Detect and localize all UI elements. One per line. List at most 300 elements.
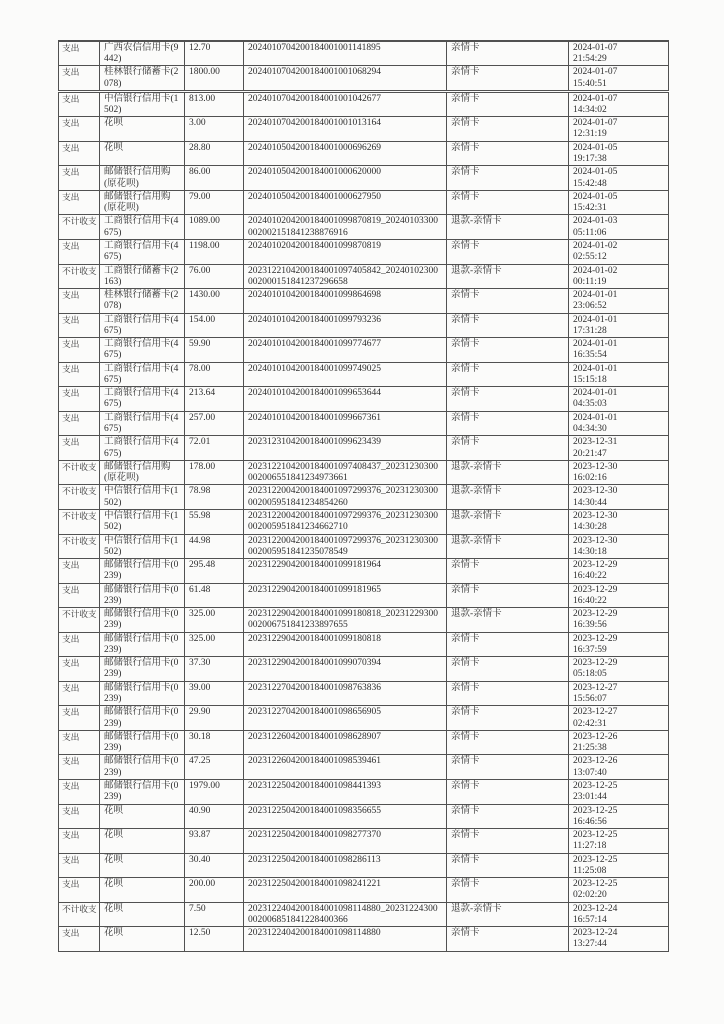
cell-amount: 1198.00 bbox=[185, 239, 244, 264]
cell-transaction-id: 2024010104200184001099864698 bbox=[244, 289, 447, 314]
transaction-date: 2024-01-07 bbox=[573, 93, 618, 104]
transaction-time: 15:15:18 bbox=[573, 374, 607, 385]
cell-amount: 213.64 bbox=[185, 387, 244, 412]
transaction-date: 2024-01-07 bbox=[573, 118, 618, 129]
transaction-row bbox=[59, 313, 669, 338]
cell-datetime bbox=[569, 41, 669, 66]
cell-flow-type: 支出 bbox=[59, 338, 100, 363]
cell-flow-type: 支出 bbox=[59, 117, 100, 142]
transaction-time: 12:31:19 bbox=[573, 129, 607, 140]
transaction-row bbox=[59, 338, 669, 363]
cell-datetime bbox=[569, 706, 669, 731]
transaction-date: 2023-12-29 bbox=[573, 633, 618, 644]
cell-flow-type: 不计收支 bbox=[59, 902, 100, 927]
cell-flow-type: 支出 bbox=[59, 387, 100, 412]
cell-payment-tag: 亲情卡 bbox=[447, 755, 569, 780]
cell-card-name: 花呗 bbox=[100, 117, 185, 142]
transaction-row bbox=[59, 289, 669, 314]
transaction-date: 2024-01-05 bbox=[573, 167, 618, 178]
transaction-date: 2023-12-26 bbox=[573, 731, 618, 742]
cell-transaction-id: 2024010104200184001099774677 bbox=[244, 338, 447, 363]
cell-card-name: 工商银行储蓄卡(2163) bbox=[100, 264, 185, 289]
cell-flow-type: 支出 bbox=[59, 706, 100, 731]
cell-payment-tag: 退款-亲情卡 bbox=[447, 215, 569, 240]
cell-transaction-id: 2023122704200184001098763836 bbox=[244, 681, 447, 706]
cell-flow-type: 支出 bbox=[59, 41, 100, 66]
cell-card-name: 邮储银行信用卡(0239) bbox=[100, 559, 185, 584]
transaction-row bbox=[59, 66, 669, 91]
cell-datetime bbox=[569, 91, 669, 116]
cell-card-name: 工商银行信用卡(4675) bbox=[100, 215, 185, 240]
cell-payment-tag: 亲情卡 bbox=[447, 411, 569, 436]
cell-payment-tag: 亲情卡 bbox=[447, 706, 569, 731]
cell-payment-tag: 亲情卡 bbox=[447, 66, 569, 91]
cell-transaction-id: 2023122604200184001098539461 bbox=[244, 755, 447, 780]
cell-transaction-id: 2024010704200184001001042677 bbox=[244, 91, 447, 116]
cell-amount: 154.00 bbox=[185, 313, 244, 338]
transaction-date: 2024-01-01 bbox=[573, 363, 618, 374]
cell-flow-type: 支出 bbox=[59, 878, 100, 903]
cell-amount: 55.98 bbox=[185, 509, 244, 534]
transaction-row bbox=[59, 166, 669, 191]
cell-transaction-id: 2023122404200184001098114880 bbox=[244, 927, 447, 952]
cell-card-name: 工商银行信用卡(4675) bbox=[100, 239, 185, 264]
transaction-date: 2023-12-27 bbox=[573, 707, 618, 718]
cell-payment-tag: 亲情卡 bbox=[447, 190, 569, 215]
cell-transaction-id: 2023122004200184001097299376_20231230300002005951841235078549 bbox=[244, 534, 447, 559]
transaction-time: 05:18:05 bbox=[573, 669, 607, 680]
transaction-date: 2023-12-31 bbox=[573, 437, 618, 448]
cell-flow-type: 支出 bbox=[59, 289, 100, 314]
cell-payment-tag: 退款-亲情卡 bbox=[447, 509, 569, 534]
cell-payment-tag: 退款-亲情卡 bbox=[447, 534, 569, 559]
cell-payment-tag: 亲情卡 bbox=[447, 927, 569, 952]
transaction-date: 2024-01-01 bbox=[573, 412, 618, 423]
cell-flow-type: 支出 bbox=[59, 313, 100, 338]
cell-card-name: 邮储银行信用卡(0239) bbox=[100, 755, 185, 780]
cell-card-name: 花呗 bbox=[100, 927, 185, 952]
transaction-date: 2023-12-30 bbox=[573, 535, 618, 546]
cell-flow-type: 支出 bbox=[59, 141, 100, 166]
cell-amount: 37.30 bbox=[185, 657, 244, 682]
transaction-date: 2024-01-02 bbox=[573, 240, 618, 251]
cell-card-name: 中信银行信用卡(1502) bbox=[100, 509, 185, 534]
transaction-row bbox=[59, 608, 669, 633]
cell-amount: 1089.00 bbox=[185, 215, 244, 240]
cell-datetime bbox=[569, 534, 669, 559]
cell-datetime bbox=[569, 66, 669, 91]
cell-flow-type: 不计收支 bbox=[59, 460, 100, 485]
cell-transaction-id: 2024010104200184001099749025 bbox=[244, 362, 447, 387]
cell-payment-tag: 亲情卡 bbox=[447, 878, 569, 903]
cell-amount: 178.00 bbox=[185, 460, 244, 485]
cell-payment-tag: 亲情卡 bbox=[447, 681, 569, 706]
cell-transaction-id: 2023122904200184001099181965 bbox=[244, 583, 447, 608]
transaction-time: 15:56:07 bbox=[573, 694, 607, 704]
cell-flow-type: 支出 bbox=[59, 559, 100, 584]
cell-datetime bbox=[569, 657, 669, 682]
cell-transaction-id: 2023123104200184001099623439 bbox=[244, 436, 447, 461]
cell-datetime bbox=[569, 239, 669, 264]
cell-flow-type: 支出 bbox=[59, 829, 100, 854]
transaction-date: 2023-12-30 bbox=[573, 510, 618, 521]
transactions-body bbox=[59, 41, 669, 951]
cell-flow-type: 支出 bbox=[59, 927, 100, 952]
cell-card-name: 花呗 bbox=[100, 853, 185, 878]
transaction-time: 16:39:56 bbox=[573, 620, 607, 631]
transaction-date: 2023-12-30 bbox=[573, 461, 618, 472]
cell-card-name: 邮储银行信用卡(0239) bbox=[100, 681, 185, 706]
cell-transaction-id: 2023122504200184001098441393 bbox=[244, 779, 447, 804]
cell-card-name: 邮储银行信用卡(0239) bbox=[100, 632, 185, 657]
cell-transaction-id: 2024010704200184001001141895 bbox=[244, 41, 447, 66]
transaction-time: 16:46:56 bbox=[573, 816, 607, 827]
cell-flow-type: 支出 bbox=[59, 411, 100, 436]
cell-card-name: 工商银行信用卡(4675) bbox=[100, 313, 185, 338]
cell-card-name: 工商银行信用卡(4675) bbox=[100, 362, 185, 387]
cell-payment-tag: 亲情卡 bbox=[447, 338, 569, 363]
transaction-date: 2023-12-25 bbox=[573, 854, 618, 865]
transaction-date: 2024-01-01 bbox=[573, 314, 618, 325]
transaction-date: 2023-12-27 bbox=[573, 682, 618, 693]
cell-payment-tag: 亲情卡 bbox=[447, 657, 569, 682]
cell-datetime bbox=[569, 436, 669, 461]
cell-datetime bbox=[569, 632, 669, 657]
cell-datetime bbox=[569, 559, 669, 584]
cell-payment-tag: 亲情卡 bbox=[447, 362, 569, 387]
transaction-row bbox=[59, 460, 669, 485]
cell-amount: 257.00 bbox=[185, 411, 244, 436]
transaction-row bbox=[59, 730, 669, 755]
cell-card-name: 工商银行信用卡(4675) bbox=[100, 387, 185, 412]
cell-amount: 30.40 bbox=[185, 853, 244, 878]
cell-transaction-id: 2024010504200184001000696269 bbox=[244, 141, 447, 166]
cell-payment-tag: 亲情卡 bbox=[447, 779, 569, 804]
cell-payment-tag: 亲情卡 bbox=[447, 166, 569, 191]
cell-transaction-id: 2023122504200184001098241221 bbox=[244, 878, 447, 903]
transaction-time: 19:17:38 bbox=[573, 153, 607, 164]
transaction-time: 15:40:51 bbox=[573, 78, 607, 89]
transaction-date: 2023-12-29 bbox=[573, 584, 618, 595]
cell-card-name: 花呗 bbox=[100, 878, 185, 903]
transaction-row bbox=[59, 853, 669, 878]
cell-amount: 86.00 bbox=[185, 166, 244, 191]
cell-amount: 78.00 bbox=[185, 362, 244, 387]
cell-amount: 79.00 bbox=[185, 190, 244, 215]
transaction-row bbox=[59, 117, 669, 142]
cell-flow-type: 支出 bbox=[59, 755, 100, 780]
cell-card-name: 中信银行信用卡(1502) bbox=[100, 485, 185, 510]
cell-datetime bbox=[569, 509, 669, 534]
cell-payment-tag: 亲情卡 bbox=[447, 41, 569, 66]
transaction-date: 2023-12-25 bbox=[573, 780, 618, 791]
transaction-row bbox=[59, 509, 669, 534]
cell-flow-type: 支出 bbox=[59, 91, 100, 116]
cell-amount: 12.50 bbox=[185, 927, 244, 952]
transaction-time: 16:57:14 bbox=[573, 914, 607, 925]
cell-amount: 28.80 bbox=[185, 141, 244, 166]
cell-datetime bbox=[569, 264, 669, 289]
transaction-row bbox=[59, 91, 669, 116]
cell-datetime bbox=[569, 779, 669, 804]
cell-payment-tag: 退款-亲情卡 bbox=[447, 902, 569, 927]
cell-flow-type: 支出 bbox=[59, 779, 100, 804]
transaction-row bbox=[59, 657, 669, 682]
cell-payment-tag: 亲情卡 bbox=[447, 829, 569, 854]
cell-card-name: 邮储银行信用卡(0239) bbox=[100, 730, 185, 755]
cell-payment-tag: 亲情卡 bbox=[447, 853, 569, 878]
cell-card-name: 桂林银行储蓄卡(2078) bbox=[100, 66, 185, 91]
cell-transaction-id: 2024010204200184001099870819 bbox=[244, 239, 447, 264]
cell-amount: 7.50 bbox=[185, 902, 244, 927]
transaction-row bbox=[59, 239, 669, 264]
cell-transaction-id: 2023122604200184001098628907 bbox=[244, 730, 447, 755]
transaction-row bbox=[59, 804, 669, 829]
transaction-date: 2024-01-01 bbox=[573, 339, 618, 350]
cell-datetime bbox=[569, 878, 669, 903]
cell-datetime bbox=[569, 829, 669, 854]
transaction-time: 13:07:40 bbox=[573, 767, 607, 778]
cell-amount: 1979.00 bbox=[185, 779, 244, 804]
cell-card-name: 邮储银行信用卡(0239) bbox=[100, 657, 185, 682]
cell-payment-tag: 亲情卡 bbox=[447, 313, 569, 338]
cell-card-name: 花呗 bbox=[100, 902, 185, 927]
cell-transaction-id: 2024010104200184001099653644 bbox=[244, 387, 447, 412]
transaction-date: 2023-12-29 bbox=[573, 560, 618, 571]
transaction-date: 2024-01-05 bbox=[573, 142, 618, 153]
cell-payment-tag: 退款-亲情卡 bbox=[447, 608, 569, 633]
cell-payment-tag: 退款-亲情卡 bbox=[447, 485, 569, 510]
cell-transaction-id: 2023122104200184001097405842_20240102300002000151841237296658 bbox=[244, 264, 447, 289]
cell-payment-tag: 亲情卡 bbox=[447, 387, 569, 412]
transaction-row bbox=[59, 411, 669, 436]
cell-card-name: 邮储银行信用卡(0239) bbox=[100, 706, 185, 731]
cell-amount: 47.25 bbox=[185, 755, 244, 780]
transaction-time: 00:11:19 bbox=[573, 276, 607, 287]
transaction-time: 04:35:03 bbox=[573, 399, 607, 410]
cell-card-name: 花呗 bbox=[100, 804, 185, 829]
transaction-date: 2023-12-24 bbox=[573, 903, 618, 914]
cell-card-name: 中信银行信用卡(1502) bbox=[100, 91, 185, 116]
cell-datetime bbox=[569, 411, 669, 436]
cell-datetime bbox=[569, 190, 669, 215]
cell-amount: 325.00 bbox=[185, 608, 244, 633]
cell-datetime bbox=[569, 608, 669, 633]
transaction-date: 2023-12-25 bbox=[573, 805, 618, 816]
cell-datetime bbox=[569, 141, 669, 166]
cell-flow-type: 支出 bbox=[59, 362, 100, 387]
cell-datetime bbox=[569, 338, 669, 363]
cell-amount: 813.00 bbox=[185, 91, 244, 116]
cell-payment-tag: 亲情卡 bbox=[447, 436, 569, 461]
cell-payment-tag: 退款-亲情卡 bbox=[447, 264, 569, 289]
cell-transaction-id: 2023122104200184001097408437_20231230300002006551841234973661 bbox=[244, 460, 447, 485]
cell-flow-type: 支出 bbox=[59, 436, 100, 461]
cell-transaction-id: 2023122004200184001097299376_20231230300002005951841234662710 bbox=[244, 509, 447, 534]
transaction-row bbox=[59, 41, 669, 66]
cell-payment-tag: 亲情卡 bbox=[447, 583, 569, 608]
cell-transaction-id: 2024010704200184001001013164 bbox=[244, 117, 447, 142]
cell-transaction-id: 2024010504200184001000620000 bbox=[244, 166, 447, 191]
transaction-time: 02:02:20 bbox=[573, 890, 607, 901]
cell-amount: 59.90 bbox=[185, 338, 244, 363]
cell-transaction-id: 2024010104200184001099793236 bbox=[244, 313, 447, 338]
transaction-date: 2023-12-30 bbox=[573, 486, 618, 497]
cell-flow-type: 支出 bbox=[59, 66, 100, 91]
transaction-row bbox=[59, 779, 669, 804]
transaction-row bbox=[59, 215, 669, 240]
cell-datetime bbox=[569, 583, 669, 608]
cell-transaction-id: 2023122504200184001098286113 bbox=[244, 853, 447, 878]
transaction-row bbox=[59, 559, 669, 584]
transaction-time: 05:11:06 bbox=[573, 227, 607, 238]
transaction-time: 21:25:38 bbox=[573, 743, 607, 754]
cell-datetime bbox=[569, 853, 669, 878]
cell-card-name: 工商银行信用卡(4675) bbox=[100, 411, 185, 436]
transaction-time: 02:55:12 bbox=[573, 252, 607, 263]
cell-amount: 295.48 bbox=[185, 559, 244, 584]
cell-datetime bbox=[569, 460, 669, 485]
transaction-date: 2023-12-24 bbox=[573, 928, 618, 939]
cell-card-name: 邮储银行信用购(原花呗) bbox=[100, 460, 185, 485]
cell-transaction-id: 2023122904200184001099180818_20231229300002006751841233897655 bbox=[244, 608, 447, 633]
transaction-date: 2024-01-02 bbox=[573, 265, 618, 276]
transaction-date: 2023-12-29 bbox=[573, 658, 618, 669]
cell-amount: 3.00 bbox=[185, 117, 244, 142]
cell-transaction-id: 2024010204200184001099870819_20240103300002002151841238876916 bbox=[244, 215, 447, 240]
cell-payment-tag: 退款-亲情卡 bbox=[447, 460, 569, 485]
transaction-time: 11:25:08 bbox=[573, 865, 607, 876]
cell-card-name: 邮储银行信用购(原花呗) bbox=[100, 166, 185, 191]
cell-amount: 78.98 bbox=[185, 485, 244, 510]
cell-transaction-id: 2023122504200184001098277370 bbox=[244, 829, 447, 854]
transaction-time: 16:40:22 bbox=[573, 595, 607, 606]
transaction-time: 14:30:28 bbox=[573, 522, 607, 533]
transaction-date: 2023-12-25 bbox=[573, 830, 618, 841]
cell-flow-type: 不计收支 bbox=[59, 485, 100, 510]
transaction-row bbox=[59, 878, 669, 903]
transaction-row bbox=[59, 436, 669, 461]
transaction-time: 14:34:02 bbox=[573, 105, 607, 116]
transaction-date: 2024-01-07 bbox=[573, 43, 618, 53]
cell-amount: 76.00 bbox=[185, 264, 244, 289]
cell-payment-tag: 亲情卡 bbox=[447, 632, 569, 657]
transaction-row bbox=[59, 534, 669, 559]
cell-card-name: 邮储银行信用卡(0239) bbox=[100, 608, 185, 633]
cell-card-name: 中信银行信用卡(1502) bbox=[100, 534, 185, 559]
cell-datetime bbox=[569, 362, 669, 387]
cell-amount: 1430.00 bbox=[185, 289, 244, 314]
cell-flow-type: 不计收支 bbox=[59, 534, 100, 559]
cell-transaction-id: 2024010104200184001099667361 bbox=[244, 411, 447, 436]
cell-flow-type: 支出 bbox=[59, 239, 100, 264]
cell-datetime bbox=[569, 485, 669, 510]
cell-card-name: 广西农信信用卡(9442) bbox=[100, 41, 185, 66]
transaction-time: 02:42:31 bbox=[573, 718, 607, 729]
cell-datetime bbox=[569, 166, 669, 191]
transaction-time: 11:27:18 bbox=[573, 841, 607, 852]
transaction-date: 2023-12-25 bbox=[573, 879, 618, 890]
cell-datetime bbox=[569, 755, 669, 780]
cell-datetime bbox=[569, 117, 669, 142]
cell-amount: 200.00 bbox=[185, 878, 244, 903]
cell-datetime bbox=[569, 387, 669, 412]
cell-amount: 12.70 bbox=[185, 41, 244, 66]
transaction-time: 17:31:28 bbox=[573, 325, 607, 336]
transaction-date: 2023-12-26 bbox=[573, 756, 618, 767]
cell-transaction-id: 2024010504200184001000627950 bbox=[244, 190, 447, 215]
cell-datetime bbox=[569, 681, 669, 706]
cell-amount: 29.90 bbox=[185, 706, 244, 731]
cell-flow-type: 不计收支 bbox=[59, 264, 100, 289]
cell-datetime bbox=[569, 730, 669, 755]
cell-datetime bbox=[569, 215, 669, 240]
cell-flow-type: 不计收支 bbox=[59, 608, 100, 633]
cell-payment-tag: 亲情卡 bbox=[447, 730, 569, 755]
transaction-time: 16:35:54 bbox=[573, 350, 607, 361]
cell-card-name: 花呗 bbox=[100, 829, 185, 854]
cell-amount: 30.18 bbox=[185, 730, 244, 755]
transaction-row bbox=[59, 681, 669, 706]
transaction-row bbox=[59, 190, 669, 215]
transaction-time: 04:34:30 bbox=[573, 423, 607, 434]
transaction-row bbox=[59, 264, 669, 289]
transaction-date: 2024-01-07 bbox=[573, 67, 618, 78]
cell-datetime bbox=[569, 927, 669, 952]
cell-payment-tag: 亲情卡 bbox=[447, 239, 569, 264]
cell-transaction-id: 2023122504200184001098356655 bbox=[244, 804, 447, 829]
transaction-date: 2024-01-01 bbox=[573, 388, 618, 399]
transaction-date: 2024-01-03 bbox=[573, 216, 618, 227]
cell-transaction-id: 2023122904200184001099180818 bbox=[244, 632, 447, 657]
cell-payment-tag: 亲情卡 bbox=[447, 559, 569, 584]
cell-card-name: 邮储银行信用卡(0239) bbox=[100, 583, 185, 608]
cell-amount: 40.90 bbox=[185, 804, 244, 829]
cell-amount: 44.98 bbox=[185, 534, 244, 559]
transaction-row bbox=[59, 755, 669, 780]
transaction-row bbox=[59, 387, 669, 412]
cell-amount: 61.48 bbox=[185, 583, 244, 608]
transaction-time: 20:21:47 bbox=[573, 448, 607, 459]
cell-flow-type: 支出 bbox=[59, 681, 100, 706]
cell-card-name: 工商银行信用卡(4675) bbox=[100, 436, 185, 461]
transaction-row bbox=[59, 583, 669, 608]
cell-transaction-id: 2024010704200184001001068294 bbox=[244, 66, 447, 91]
transaction-time: 23:01:44 bbox=[573, 792, 607, 803]
cell-transaction-id: 2023122404200184001098114880_20231224300002006851841228400366 bbox=[244, 902, 447, 927]
cell-flow-type: 支出 bbox=[59, 804, 100, 829]
cell-flow-type: 不计收支 bbox=[59, 509, 100, 534]
transaction-row bbox=[59, 902, 669, 927]
cell-amount: 72.01 bbox=[185, 436, 244, 461]
cell-transaction-id: 2023122904200184001099070394 bbox=[244, 657, 447, 682]
cell-amount: 1800.00 bbox=[185, 66, 244, 91]
cell-datetime bbox=[569, 289, 669, 314]
transaction-time: 15:42:48 bbox=[573, 178, 607, 189]
cell-flow-type: 支出 bbox=[59, 583, 100, 608]
cell-payment-tag: 亲情卡 bbox=[447, 91, 569, 116]
cell-flow-type: 支出 bbox=[59, 853, 100, 878]
transaction-row bbox=[59, 141, 669, 166]
cell-flow-type: 不计收支 bbox=[59, 215, 100, 240]
transaction-row bbox=[59, 485, 669, 510]
cell-card-name: 工商银行信用卡(4675) bbox=[100, 338, 185, 363]
cell-datetime bbox=[569, 804, 669, 829]
transaction-row bbox=[59, 632, 669, 657]
transaction-date: 2023-12-29 bbox=[573, 609, 618, 620]
cell-flow-type: 支出 bbox=[59, 730, 100, 755]
cell-card-name: 邮储银行信用卡(0239) bbox=[100, 779, 185, 804]
